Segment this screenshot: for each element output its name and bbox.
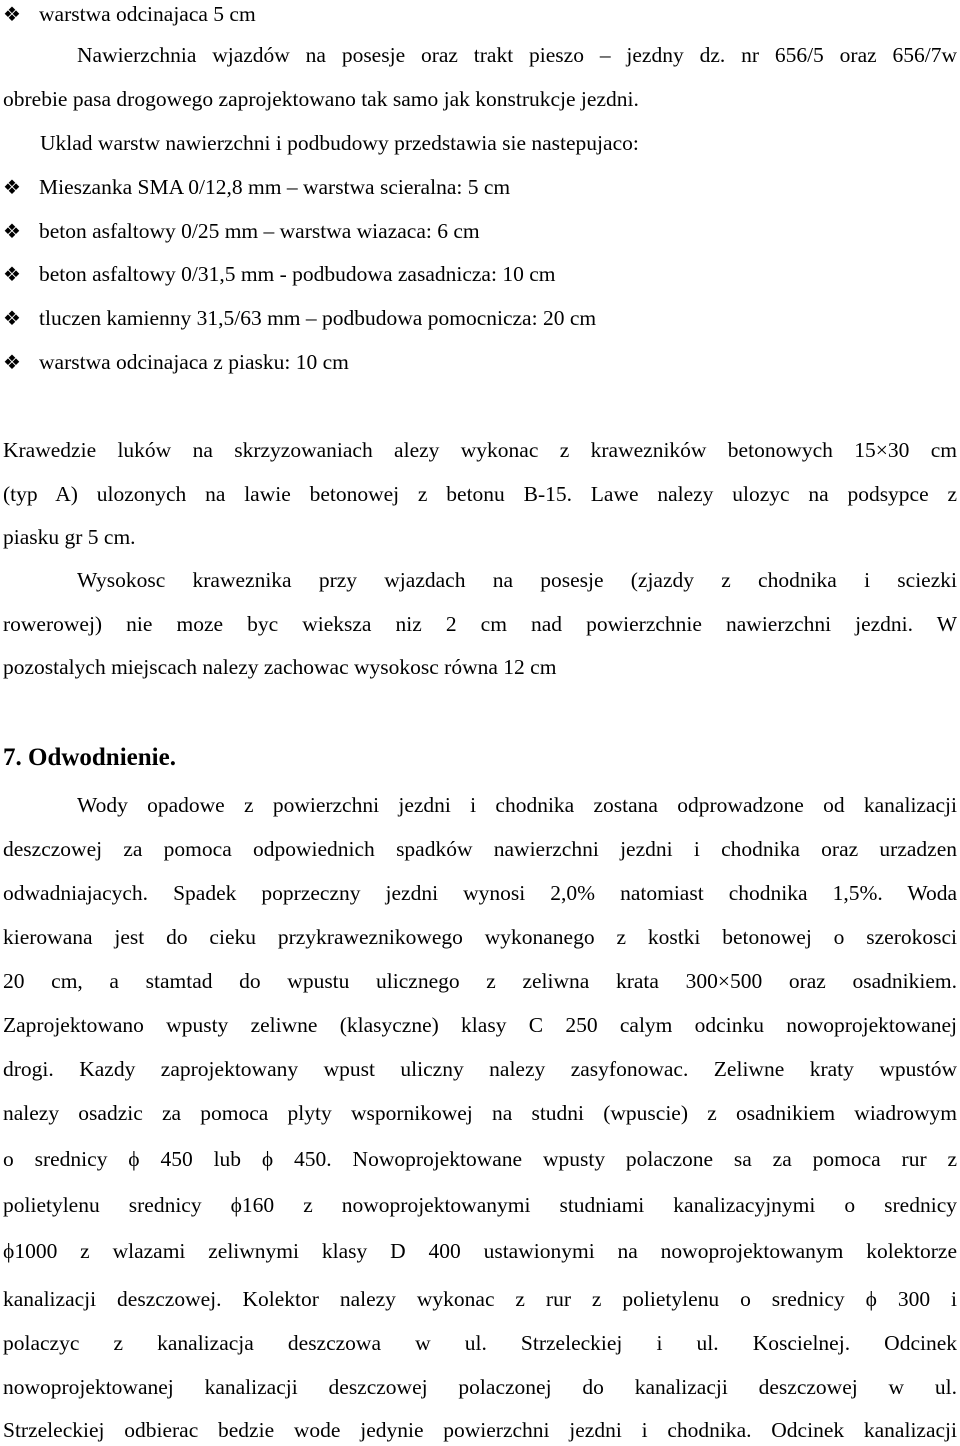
bullet-text: beton asfaltowy 0/25 mm – warstwa wiazaca: 6 cm xyxy=(39,219,480,243)
bullet-text: beton asfaltowy 0/31,5 mm - podbudowa zasadnicza: 10 cm xyxy=(39,262,556,286)
paragraph-line: (typ A) ulozonych na lawie betonowej z betonu B-15. Lawe nalezy ulozyc na podsypce z xyxy=(3,482,957,506)
paragraph-line: Wody opadowe z powierzchni jezdni i chodnika zostana odprowadzone od kanalizacji xyxy=(77,793,957,817)
paragraph-line: piasku gr 5 cm. xyxy=(3,525,136,549)
diamond-bullet-icon: ❖ xyxy=(3,306,21,330)
diamond-bullet-icon: ❖ xyxy=(3,262,21,286)
paragraph-line: pozostalych miejscach nalezy zachowac wysokosc równa 12 cm xyxy=(3,655,557,679)
paragraph-line: nowoprojektowanej kanalizacji deszczowej polaczonej do kanalizacji deszczowej w ul. xyxy=(3,1375,957,1399)
paragraph-line: Wysokosc kraweznika przy wjazdach na posesje (zjazdy z chodnika i sciezki xyxy=(77,568,957,592)
paragraph-line: ϕ1000 z wlazami zeliwnymi klasy D 400 ustawionymi na nowoprojektowanym kolektorze xyxy=(3,1239,957,1263)
paragraph-line: Strzeleckiej odbierac bedzie wode jedynie powierzchni jezdni i chodnika. Odcinek kanalizacji xyxy=(3,1418,957,1442)
paragraph-line: rowerowej) nie moze byc wieksza niz 2 cm nad powierzchnie nawierzchni jezdni. W xyxy=(3,612,957,636)
diamond-bullet-icon: ❖ xyxy=(3,175,21,199)
paragraph-line: o srednicy ϕ 450 lub ϕ 450. Nowoprojektowane wpusty polaczone sa za pomoca rur z xyxy=(3,1147,957,1171)
paragraph-line: Zaprojektowano wpusty zeliwne (klasyczne) klasy C 250 calym odcinku nowoprojektowanej xyxy=(3,1013,957,1037)
diamond-bullet-icon: ❖ xyxy=(3,2,21,26)
bullet-text: warstwa odcinajaca z piasku: 10 cm xyxy=(39,350,349,374)
paragraph-line: Krawedzie luków na skrzyzowaniach alezy wykonac z krawezników betonowych 15×30 cm xyxy=(3,438,957,462)
paragraph-line: Nawierzchnia wjazdów na posesje oraz trakt pieszo – jezdny dz. nr 656/5 oraz 656/7w xyxy=(77,43,957,67)
paragraph-line: odwadniajacych. Spadek poprzeczny jezdni wynosi 2,0% natomiast chodnika 1,5%. Woda xyxy=(3,881,957,905)
bullet-text: warstwa odcinajaca 5 cm xyxy=(39,2,256,26)
paragraph-line: Uklad warstw nawierzchni i podbudowy przedstawia sie nastepujaco: xyxy=(40,131,639,155)
paragraph-line: obrebie pasa drogowego zaprojektowano tak samo jak konstrukcje jezdni. xyxy=(3,87,639,111)
paragraph-line: polietylenu srednicy ϕ160 z nowoprojektowanymi studniami kanalizacyjnymi o srednicy xyxy=(3,1193,957,1217)
diamond-bullet-icon: ❖ xyxy=(3,350,21,374)
bullet-item xyxy=(3,304,596,332)
bullet-text: Mieszanka SMA 0/12,8 mm – warstwa scieralna: 5 cm xyxy=(39,175,511,199)
bullet-item xyxy=(3,348,349,376)
bullet-item xyxy=(3,217,480,245)
bullet-item xyxy=(3,260,555,288)
bullet-text: tluczen kamienny 31,5/63 mm – podbudowa pomocnicza: 20 cm xyxy=(39,306,597,330)
paragraph-line: kanalizacji deszczowej. Kolektor nalezy wykonac z rur z polietylenu o srednicy ϕ 300 i xyxy=(3,1287,957,1311)
diamond-bullet-icon: ❖ xyxy=(3,219,21,243)
paragraph-line: polaczyc z kanalizacja deszczowa w ul. Strzeleckiej i ul. Koscielnej. Odcinek xyxy=(3,1331,957,1355)
bullet-item xyxy=(3,173,510,201)
paragraph-line: deszczowej za pomoca odpowiednich spadków nawierzchni jezdni i chodnika oraz urzadzen xyxy=(3,837,957,861)
section-heading: 7. Odwodnienie. xyxy=(3,744,176,771)
paragraph-line: 20 cm, a stamtad do wpustu ulicznego z zeliwna krata 300×500 oraz osadnikiem. xyxy=(3,969,957,993)
paragraph-line: kierowana jest do cieku przykraweznikowego wykonanego z kostki betonowej o szerokosci xyxy=(3,925,957,949)
bullet-item-warstwa-odcinajaca xyxy=(3,0,256,28)
paragraph-line: drogi. Kazdy zaprojektowany wpust uliczny nalezy zasyfonowac. Zeliwne kraty wpustów xyxy=(3,1057,957,1081)
paragraph-line: nalezy osadzic za pomoca plyty wspornikowej na studni (wpuscie) z osadnikiem wiadrowym xyxy=(3,1101,957,1125)
